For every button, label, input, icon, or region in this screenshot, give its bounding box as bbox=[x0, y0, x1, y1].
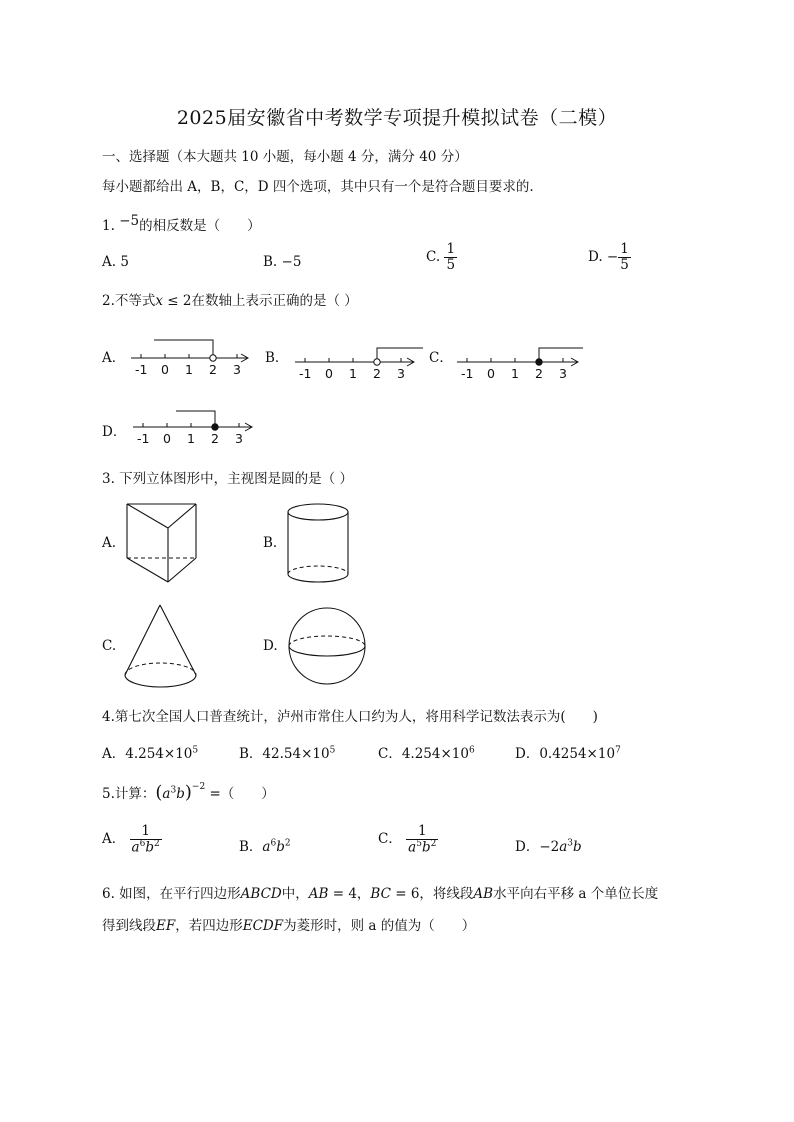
q3-stem: 3. 下列立体图形中，主视图是圆的是（ ） bbox=[102, 471, 353, 487]
q5-option-c bbox=[378, 824, 438, 855]
q1-option-d bbox=[588, 242, 631, 273]
triangular-prism-figure bbox=[124, 502, 200, 584]
tick-label: 1 bbox=[349, 366, 357, 381]
var-b: b bbox=[421, 839, 431, 856]
tick-label: 0 bbox=[487, 366, 495, 381]
fraction-denominator bbox=[130, 840, 162, 855]
q5-option-c-fraction bbox=[406, 824, 438, 855]
tick-label: 2 bbox=[209, 362, 217, 377]
q1-expr: −5 bbox=[119, 213, 140, 229]
q1-option-c-fraction bbox=[444, 242, 457, 273]
sphere-figure bbox=[287, 606, 369, 688]
q6-line-1 bbox=[102, 882, 658, 902]
tick-label: 0 bbox=[161, 362, 169, 377]
tick-label: 2 bbox=[535, 366, 543, 381]
q6-text: 为菱形时，则 a 的值为（ ） bbox=[283, 918, 476, 934]
fraction-numerator: 1 bbox=[620, 241, 629, 257]
var-b: b bbox=[276, 839, 285, 855]
var-a: a bbox=[131, 839, 140, 856]
q2-stem bbox=[102, 289, 358, 309]
number-line-d bbox=[129, 405, 264, 450]
exponent: 7 bbox=[615, 745, 621, 756]
number-line-b bbox=[291, 340, 431, 385]
q2-variable: x bbox=[155, 293, 164, 309]
q1-number: 1. bbox=[102, 218, 115, 234]
q3-label-a: A. bbox=[102, 535, 117, 551]
q5-base-a: a bbox=[162, 786, 171, 802]
fraction-denominator: 5 bbox=[446, 256, 456, 273]
q1-option-c bbox=[426, 242, 457, 273]
number-line-c bbox=[453, 340, 593, 385]
q6-text: 6. 如图，在平行四边形 bbox=[102, 886, 241, 902]
tick-label: 3 bbox=[233, 362, 241, 377]
tick-label: -1 bbox=[135, 362, 148, 377]
q5-suffix: =（ ） bbox=[209, 786, 275, 802]
fraction-denominator bbox=[406, 840, 438, 855]
q1-option-d-label: D. − bbox=[588, 248, 619, 265]
fraction-denominator: 5 bbox=[620, 256, 629, 273]
option-text: D．0.4254×10 bbox=[515, 746, 616, 762]
tick-label: -1 bbox=[137, 431, 150, 446]
option-text: A．4.254×10 bbox=[102, 746, 193, 762]
cone-figure bbox=[122, 603, 202, 691]
q1-option-c-label: C. bbox=[426, 248, 441, 265]
q6-segment: EF bbox=[156, 918, 176, 934]
q3-label-b: B. bbox=[263, 535, 278, 551]
q5-option-b bbox=[239, 835, 291, 855]
q1-option-a: A. 5 bbox=[102, 254, 129, 270]
fraction-numerator: 1 bbox=[130, 824, 162, 840]
q6-figure-name: ECDF bbox=[242, 918, 284, 934]
section-heading: 一、选择题（本大题共 10 小题，每小题 4 分，满分 40 分） bbox=[102, 149, 468, 165]
var-a: a bbox=[408, 839, 417, 856]
tick-label: -1 bbox=[299, 366, 312, 381]
option-text: C．4.254×10 bbox=[378, 746, 469, 762]
exponent: 5 bbox=[416, 838, 422, 849]
tick-label: 3 bbox=[397, 366, 405, 381]
q1-option-d-fraction bbox=[618, 242, 631, 273]
exponent: 3 bbox=[567, 838, 574, 849]
q5-option-a-fraction bbox=[130, 824, 162, 855]
q6-segment: AB bbox=[308, 886, 329, 902]
q1-option-b: B. −5 bbox=[263, 254, 302, 270]
exponent: 2 bbox=[154, 838, 160, 849]
q6-text: ，将线段 bbox=[419, 886, 474, 902]
q2-label-c: C． bbox=[429, 350, 453, 366]
q6-value: = 4 bbox=[328, 886, 357, 902]
exponent: −2 bbox=[191, 781, 206, 792]
exponent: 2 bbox=[284, 838, 291, 849]
section-instruction: 每小题都给出 A，B，C，D 四个选项，其中只有一个是符合题目要求的. bbox=[102, 179, 534, 195]
q3-label-c: C. bbox=[102, 638, 117, 654]
q4-option-d bbox=[515, 742, 621, 762]
tick-label: 3 bbox=[559, 366, 567, 381]
q4-option-a bbox=[102, 742, 198, 762]
q6-segment: BC bbox=[370, 886, 391, 902]
fraction-numerator: 1 bbox=[406, 824, 438, 840]
q5-stem: 5.计算：$(a^3b)^{-2}$ =（ ） bbox=[102, 781, 275, 803]
q2-inequality: ≤ 2 bbox=[163, 293, 192, 309]
option-label: D． bbox=[515, 839, 540, 855]
exponent: 5 bbox=[192, 745, 199, 756]
exponent: 2 bbox=[430, 838, 437, 849]
var-a: a bbox=[559, 839, 568, 855]
q6-text: 中， bbox=[281, 886, 309, 902]
coefficient: −2 bbox=[539, 839, 560, 855]
q6-text: ， bbox=[356, 886, 371, 902]
tick-label: -1 bbox=[461, 366, 474, 381]
exponent: 6 bbox=[468, 745, 475, 756]
q6-text: 得到线段 bbox=[102, 918, 156, 934]
q6-text: 水平向右平移 a 个单位长度 bbox=[493, 886, 659, 902]
q5-option-d bbox=[515, 835, 582, 855]
tick-label: 2 bbox=[373, 366, 381, 381]
q5-option-a bbox=[102, 824, 162, 855]
exponent: 3 bbox=[170, 785, 177, 796]
q2-prefix: 2.不等式 bbox=[102, 293, 156, 309]
q2-label-b: B． bbox=[265, 350, 289, 366]
tick-label: 3 bbox=[235, 431, 243, 446]
q2-label-a: A． bbox=[102, 350, 126, 366]
tick-label: 0 bbox=[325, 366, 333, 381]
exponent: 5 bbox=[329, 745, 336, 756]
option-label: A． bbox=[102, 831, 126, 848]
q4-option-c bbox=[378, 742, 475, 762]
q6-text: ，若四边形 bbox=[175, 918, 243, 934]
tick-label: 2 bbox=[211, 431, 219, 446]
q1-text: 的相反数是（ ） bbox=[139, 218, 261, 234]
fraction-numerator: 1 bbox=[446, 241, 456, 257]
exponent: 6 bbox=[139, 838, 146, 849]
var-b: b bbox=[573, 839, 582, 855]
q4-option-b bbox=[239, 742, 335, 762]
q5-prefix: 5.计算： bbox=[102, 786, 156, 802]
tick-label: 1 bbox=[185, 362, 193, 377]
var-a: a bbox=[262, 839, 271, 855]
tick-label: 0 bbox=[163, 431, 171, 446]
q3-label-d: D. bbox=[263, 638, 278, 654]
tick-label: 1 bbox=[187, 431, 195, 446]
q4-stem: 4.第七次全国人口普查统计，泸州市常住人口约为人，将用科学记数法表示为( ) bbox=[102, 709, 598, 725]
option-label: B． bbox=[239, 839, 263, 855]
q1-stem bbox=[102, 214, 261, 234]
page-title: 2025届安徽省中考数学专项提升模拟试卷（二模） bbox=[176, 107, 618, 129]
q2-suffix: 在数轴上表示正确的是（ ） bbox=[191, 293, 358, 309]
q6-figure-name: ABCD bbox=[240, 886, 282, 902]
q2-label-d: D． bbox=[102, 424, 127, 440]
q6-line-2 bbox=[102, 914, 475, 934]
option-text: B．42.54×10 bbox=[239, 746, 330, 762]
option-label: C． bbox=[378, 831, 402, 848]
q6-value: = 6 bbox=[390, 886, 420, 902]
tick-label: 1 bbox=[511, 366, 519, 381]
var-b: b bbox=[145, 839, 154, 856]
q6-segment: AB bbox=[473, 886, 494, 902]
cylinder-figure bbox=[286, 502, 352, 586]
q5-base-b: b bbox=[176, 786, 185, 802]
exponent: 6 bbox=[270, 838, 277, 849]
number-line-a bbox=[127, 336, 257, 381]
